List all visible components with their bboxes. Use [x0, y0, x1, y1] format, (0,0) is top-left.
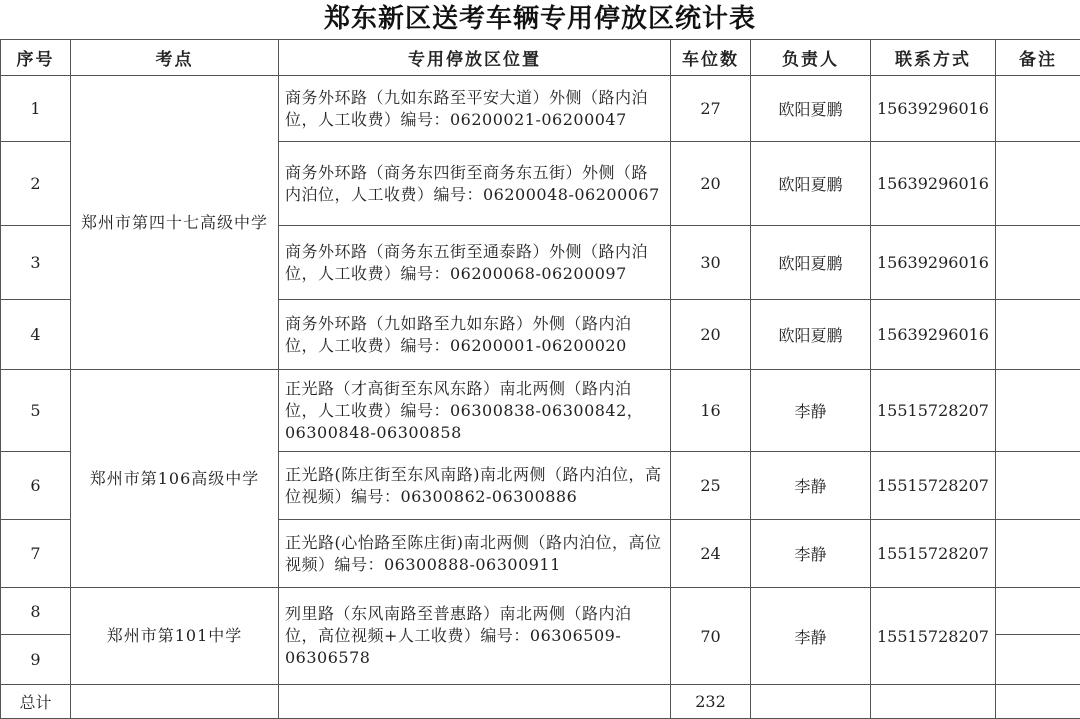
person-cell: 李静 — [751, 520, 871, 588]
contact-cell: 15639296016 — [871, 76, 996, 142]
header-location: 专用停放区位置 — [279, 40, 671, 76]
location-cell: 商务外环路（九如路至九如东路）外侧（路内泊位，人工收费）编号：06200001-06200020 — [279, 300, 671, 370]
remark-cell — [996, 370, 1080, 452]
location-text: 商务外环路（九如东路至平安大道）外侧（路内泊位，人工收费）编号：06200021-06200047 — [285, 87, 649, 129]
table-row — [1, 76, 1080, 142]
site-cell: 郑州市第106高级中学 — [71, 370, 279, 588]
person-cell: 李静 — [751, 588, 871, 685]
seq-cell: 5 — [1, 370, 71, 452]
seq-cell: 2 — [1, 142, 71, 226]
contact-cell: 15515728207 — [871, 370, 996, 452]
seq-cell: 3 — [1, 226, 71, 300]
header-contact: 联系方式 — [871, 40, 996, 76]
location-cell: 正光路(陈庄街至东风南路)南北两侧（路内泊位，高位视频）编号：06300862-06300886 — [279, 452, 671, 520]
total-site-cell — [71, 685, 279, 719]
spaces-cell: 24 — [671, 520, 751, 588]
remark-cell — [996, 226, 1080, 300]
header-spaces: 车位数 — [671, 40, 751, 76]
location-cell — [279, 76, 671, 142]
total-row — [1, 685, 1080, 719]
remark-cell — [996, 452, 1080, 520]
parking-table — [0, 39, 1080, 719]
total-location-cell — [279, 685, 671, 719]
location-cell: 列里路（东风南路至普惠路）南北两侧（路内泊位，高位视频+人工收费）编号：06306509-06306578 — [279, 588, 671, 685]
header-seq: 序号 — [1, 40, 71, 76]
contact-cell: 15639296016 — [871, 226, 996, 300]
location-cell: 正光路（才高街至东风东路）南北两侧（路内泊位，人工收费）编号：06300838-06300842，06300848-06300858 — [279, 370, 671, 452]
total-remark-cell — [996, 685, 1080, 719]
header-remark: 备注 — [996, 40, 1080, 76]
header-row — [1, 40, 1080, 76]
remark-cell — [996, 300, 1080, 370]
table-row — [1, 370, 1080, 452]
remark-cell — [996, 520, 1080, 588]
contact-cell: 15639296016 — [871, 300, 996, 370]
spaces-cell: 20 — [671, 142, 751, 226]
spaces-cell: 70 — [671, 588, 751, 685]
spaces-cell: 25 — [671, 452, 751, 520]
person-cell: 欧阳夏鹏 — [751, 142, 871, 226]
spaces-cell: 20 — [671, 300, 751, 370]
table-row — [1, 588, 1080, 635]
location-cell: 商务外环路（商务东四街至商务东五街）外侧（路内泊位，人工收费）编号：06200048-06200067 — [279, 142, 671, 226]
seq-cell: 8 — [1, 588, 71, 635]
remark-cell — [996, 588, 1080, 635]
seq-cell: 6 — [1, 452, 71, 520]
spaces-cell: 16 — [671, 370, 751, 452]
contact-cell: 15515728207 — [871, 452, 996, 520]
spaces-cell: 27 — [671, 76, 751, 142]
site-cell: 郑州市第101中学 — [71, 588, 279, 685]
person-cell: 欧阳夏鹏 — [751, 226, 871, 300]
header-person: 负责人 — [751, 40, 871, 76]
contact-cell: 15515728207 — [871, 588, 996, 685]
spaces-cell: 30 — [671, 226, 751, 300]
total-contact-cell — [871, 685, 996, 719]
seq-cell: 4 — [1, 300, 71, 370]
remark-cell — [996, 635, 1080, 685]
location-cell: 正光路(心怡路至陈庄街)南北两侧（路内泊位，高位视频）编号：06300888-06300911 — [279, 520, 671, 588]
person-cell: 李静 — [751, 370, 871, 452]
page-title: 郑东新区送考车辆专用停放区统计表 — [323, 4, 756, 34]
seq-cell: 7 — [1, 520, 71, 588]
total-label: 总计 — [1, 685, 71, 719]
site-cell: 郑州市第四十七高级中学 — [71, 76, 279, 370]
total-person-cell — [751, 685, 871, 719]
remark-cell — [996, 142, 1080, 226]
person-cell: 李静 — [751, 452, 871, 520]
seq-cell: 9 — [1, 635, 71, 685]
contact-cell: 15639296016 — [871, 142, 996, 226]
header-site: 考点 — [71, 40, 279, 76]
total-spaces: 232 — [671, 685, 751, 719]
seq-cell: 1 — [1, 76, 71, 142]
contact-cell: 15515728207 — [871, 520, 996, 588]
location-cell: 商务外环路（商务东五街至通泰路）外侧（路内泊位，人工收费）编号：06200068-06200097 — [279, 226, 671, 300]
remark-cell — [996, 76, 1080, 142]
person-cell: 欧阳夏鹏 — [751, 76, 871, 142]
person-cell: 欧阳夏鹏 — [751, 300, 871, 370]
